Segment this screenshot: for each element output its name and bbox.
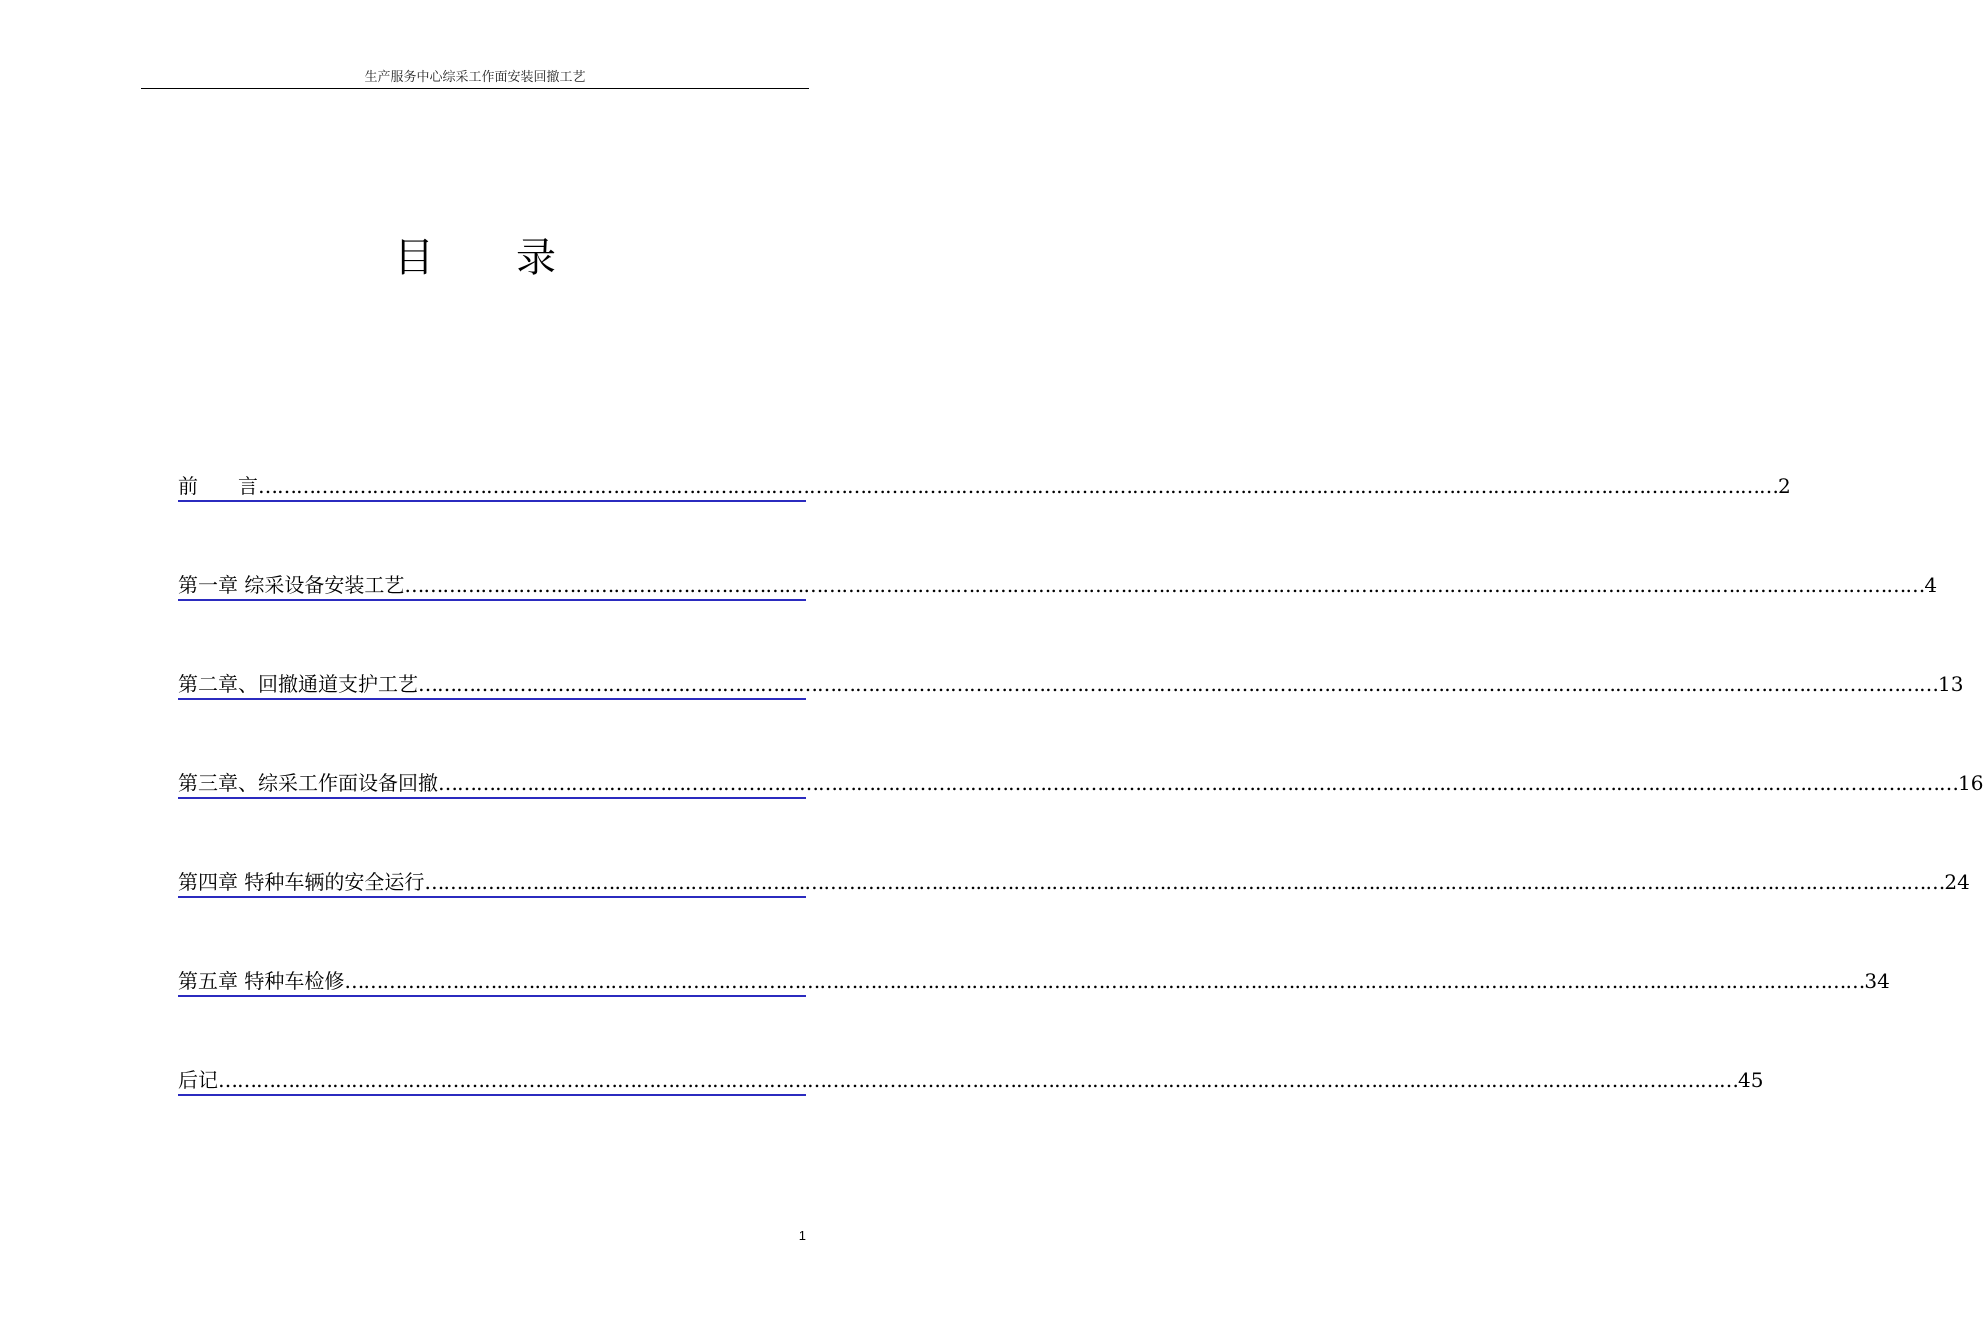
toc-entry-afterword[interactable]	[178, 1064, 1764, 1096]
toc-entry-label: 第二章、回撤通道支护工艺	[178, 672, 418, 696]
toc-leader-dots: ……………………………………………………………………………………………………………………………………………………………………………………………………………………	[258, 474, 1778, 498]
toc-entry-label: 第四章 特种车辆的安全运行	[178, 870, 425, 894]
toc-entry-chapter-5[interactable]	[178, 965, 1890, 997]
toc-leader-dots: ……………………………………………………………………………………………………………………………………………………………………………………………………………………	[404, 573, 1925, 597]
toc-leader-dots: ……………………………………………………………………………………………………………………………………………………………………………………………………………………	[218, 1068, 1738, 1092]
toc-entry-page: 16	[1958, 771, 1983, 795]
toc-entry-page: 2	[1778, 474, 1791, 498]
toc-title	[0, 230, 950, 286]
header-rule	[141, 88, 809, 89]
toc-entry-label: 第五章 特种车检修	[178, 969, 345, 993]
toc-entry-page: 45	[1738, 1068, 1764, 1092]
toc-leader-dots: ……………………………………………………………………………………………………………………………………………………………………………………………………………………	[418, 672, 1938, 696]
toc-entry-page: 34	[1864, 969, 1890, 993]
toc-leader-dots: ……………………………………………………………………………………………………………………………………………………………………………………………………………………	[344, 969, 1865, 993]
toc-entry-preface[interactable]	[178, 470, 1791, 502]
toc-entry-chapter-4[interactable]	[178, 866, 1970, 898]
toc-entry-label: 第三章、综采工作面设备回撤	[178, 771, 438, 795]
toc-title-left: 目	[394, 235, 434, 281]
page-number: 1	[798, 1228, 806, 1243]
toc-entry-chapter-2[interactable]	[178, 668, 1964, 700]
toc-entry-label: 后记	[178, 1068, 218, 1092]
toc-entry-page: 13	[1938, 672, 1964, 696]
toc-entry-chapter-3[interactable]	[178, 767, 1983, 799]
page-header: 生产服务中心综采工作面安装回撤工艺	[364, 70, 586, 85]
toc-entry-label: 前 言	[178, 474, 258, 498]
toc-leader-dots: ……………………………………………………………………………………………………………………………………………………………………………………………………………………	[438, 771, 1958, 795]
toc-leader-dots: ……………………………………………………………………………………………………………………………………………………………………………………………………………………	[424, 870, 1945, 894]
toc-entry-label: 第一章 综采设备安装工艺	[178, 573, 405, 597]
toc-entry-chapter-1[interactable]	[178, 569, 1938, 601]
toc-title-right: 录	[516, 235, 556, 281]
toc-entry-page: 4	[1924, 573, 1938, 597]
toc-entry-page: 24	[1944, 870, 1970, 894]
